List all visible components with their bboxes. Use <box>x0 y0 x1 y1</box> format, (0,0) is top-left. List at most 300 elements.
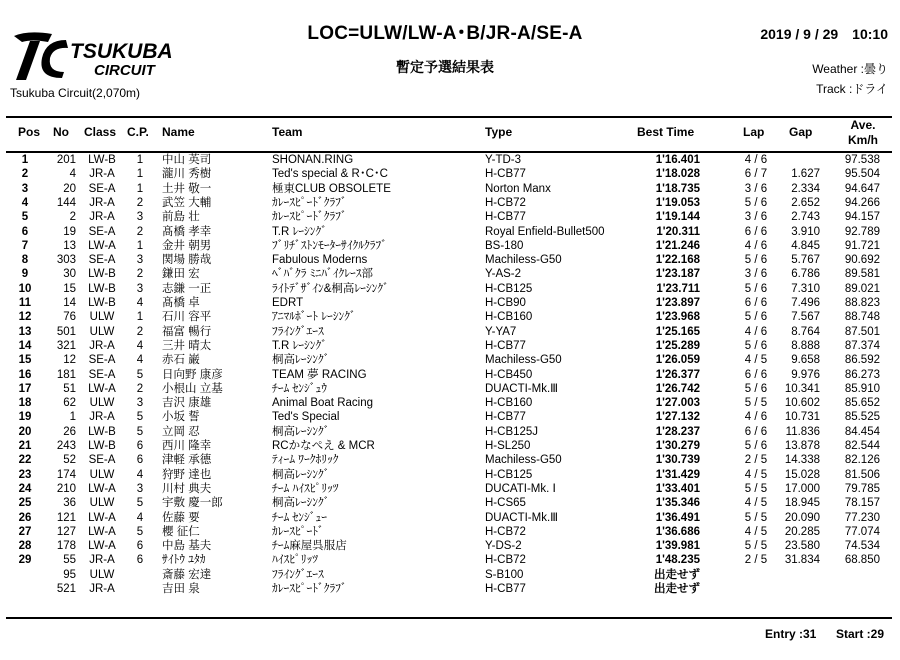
table-row <box>0 553 900 567</box>
cell-class: LW-B <box>88 282 116 295</box>
cell-average-speed: 85.910 <box>844 382 880 395</box>
cell-lap: 3 / 6 <box>744 182 768 195</box>
cell-rider-name: 中山 英司 <box>162 154 212 166</box>
cell-machine-type: H-CB90 <box>485 297 526 309</box>
cell-machine-type: H-CB125 <box>485 282 533 295</box>
cell-machine-type: H-CB77 <box>485 339 526 352</box>
cell-gap: 9.976 <box>791 368 820 381</box>
cell-best-time: 1'36.491 <box>655 511 700 524</box>
table-row <box>0 339 900 353</box>
cell-average-speed: 94.157 <box>844 211 880 224</box>
cell-best-time: 1'23.897 <box>655 297 700 309</box>
cell-machine-type: H-CB77 <box>485 411 526 424</box>
cell-gap: 11.836 <box>785 425 820 438</box>
cell-position: 14 <box>18 339 32 352</box>
cell-lap: 6 / 7 <box>744 168 768 181</box>
cell-best-time: 1'31.429 <box>655 468 700 481</box>
cell-machine-type: Royal Enfield-Bullet500 <box>485 225 605 238</box>
cell-gap: 8.764 <box>791 325 820 338</box>
logo-wordmark-sub: CIRCUIT <box>94 62 155 79</box>
cell-average-speed: 94.266 <box>844 196 880 209</box>
cell-gap: 23.580 <box>784 540 820 553</box>
cell-team: Animal Boat Racing <box>272 397 373 410</box>
cell-class-position: 5 <box>136 497 144 510</box>
cell-team: ｶﾚｰｽﾋﾟｰﾄﾞｸﾗﾌﾞ <box>272 583 347 595</box>
cell-best-time: 1'22.168 <box>655 254 700 267</box>
cell-machine-type: H-CB450 <box>485 368 533 381</box>
cell-best-time: 出走せず <box>654 568 700 581</box>
cell-class: ULW <box>89 311 115 324</box>
cell-team: ｶﾚｰｽﾋﾟｰﾄﾞ <box>272 525 324 538</box>
table-row <box>0 167 900 181</box>
cell-machine-type: H-CB72 <box>485 554 526 567</box>
table-row <box>0 196 900 210</box>
cell-best-time: 1'23.187 <box>655 268 700 281</box>
cell-class: SE-A <box>88 254 116 267</box>
cell-class-position: 2 <box>136 225 144 238</box>
cell-team: ｱﾆﾏﾙﾎﾞｰﾄ ﾚｰｼﾝｸﾞ <box>272 311 356 324</box>
cell-number: 1 <box>69 411 76 424</box>
cell-best-time: 1'25.165 <box>655 325 700 338</box>
cell-average-speed: 85.652 <box>844 397 880 410</box>
cell-lap: 6 / 6 <box>744 297 768 309</box>
cell-best-time: 1'35.346 <box>655 497 700 510</box>
cell-class: JR-A <box>89 554 115 567</box>
cell-rider-name: 石川 容平 <box>162 311 212 324</box>
cell-number: 36 <box>63 497 76 510</box>
cell-rider-name: 前島 壮 <box>162 211 200 224</box>
cell-number: 321 <box>56 339 76 352</box>
date-time: 2019 / 9 / 29 10:10 <box>760 26 888 42</box>
cell-number: 501 <box>56 325 76 338</box>
table-row <box>0 482 900 496</box>
cell-machine-type: H-CB125J <box>485 425 539 438</box>
col-header-average-speed-line1: Ave. <box>850 118 876 132</box>
table-row <box>0 439 900 453</box>
cell-class: LW-A <box>88 525 116 538</box>
cell-best-time: 1'27.003 <box>655 397 700 410</box>
table-row <box>0 210 900 224</box>
cell-number: 30 <box>63 268 76 281</box>
cell-lap: 5 / 6 <box>744 440 768 452</box>
cell-position: 25 <box>18 497 32 510</box>
cell-class: JR-A <box>89 196 115 209</box>
cell-team: 桐高ﾚｰｼﾝｸﾞ <box>272 468 330 481</box>
cell-class: LW-A <box>88 482 116 495</box>
cell-team: RCかなぺえ & MCR <box>272 440 375 452</box>
cell-rider-name: 瀧川 秀樹 <box>162 168 212 181</box>
cell-average-speed: 87.374 <box>844 339 880 352</box>
cell-lap: 4 / 5 <box>744 468 768 481</box>
cell-rider-name: 中島 基夫 <box>162 540 212 553</box>
cell-number: 15 <box>63 282 76 295</box>
table-bottom-rule <box>6 617 892 619</box>
cell-machine-type: S-B100 <box>485 568 524 581</box>
cell-machine-type: Norton Manx <box>485 182 551 195</box>
cell-class: LW-A <box>88 511 116 524</box>
cell-class: LW-B <box>88 297 116 309</box>
cell-number: 13 <box>63 239 76 252</box>
cell-machine-type: Y-DS-2 <box>485 540 522 553</box>
cell-gap: 5.767 <box>791 254 820 267</box>
cell-lap: 5 / 6 <box>744 311 768 324</box>
col-header-gap: Gap <box>789 125 813 139</box>
cell-best-time: 1'16.401 <box>655 154 700 166</box>
col-header-class: Class <box>84 125 117 139</box>
cell-rider-name: 宇敷 慶一郎 <box>162 497 223 510</box>
cell-position: 7 <box>21 239 29 252</box>
cell-number: 76 <box>63 311 76 324</box>
cell-gap: 7.496 <box>791 297 820 309</box>
table-row <box>0 153 900 167</box>
cell-gap: 2.334 <box>791 182 820 195</box>
cell-machine-type: H-CB160 <box>485 311 533 324</box>
cell-position: 22 <box>18 454 32 467</box>
cell-best-time: 1'26.377 <box>655 368 700 381</box>
cell-best-time: 1'19.053 <box>655 196 700 209</box>
cell-lap: 4 / 6 <box>744 411 768 424</box>
cell-class-position: 6 <box>136 440 144 452</box>
cell-best-time: 1'36.686 <box>655 525 700 538</box>
cell-number: 144 <box>56 196 76 209</box>
cell-average-speed: 77.230 <box>844 511 880 524</box>
cell-average-speed: 90.692 <box>844 254 880 267</box>
cell-class-position: 1 <box>136 182 144 195</box>
cell-team: ｶﾚｰｽﾋﾟｰﾄﾞｸﾗﾌﾞ <box>272 211 347 224</box>
cell-lap: 5 / 6 <box>744 254 768 267</box>
cell-class: LW-B <box>88 154 116 166</box>
cell-team: 極東CLUB OBSOLETE <box>272 182 391 195</box>
cell-machine-type: Machiless-G50 <box>485 254 562 267</box>
cell-number: 127 <box>56 525 76 538</box>
cell-rider-name: 津軽 承德 <box>162 454 212 467</box>
cell-number: 95 <box>63 568 76 581</box>
cell-position: 17 <box>18 382 32 395</box>
cell-number: 243 <box>56 440 76 452</box>
cell-lap: 5 / 5 <box>744 397 768 410</box>
cell-best-time: 1'23.711 <box>656 282 700 295</box>
cell-position: 12 <box>18 311 32 324</box>
cell-average-speed: 92.789 <box>844 225 880 238</box>
col-header-name: Name <box>162 125 195 139</box>
cell-position: 28 <box>18 540 32 553</box>
cell-position: 11 <box>18 297 32 309</box>
cell-machine-type: Machiless-G50 <box>485 354 562 367</box>
col-header-no: No <box>53 125 69 139</box>
cell-machine-type: Machiless-G50 <box>485 454 562 467</box>
cell-average-speed: 77.074 <box>844 525 880 538</box>
cell-position: 20 <box>18 425 32 438</box>
cell-rider-name: 土井 敬一 <box>162 182 212 195</box>
cell-machine-type: H-CB77 <box>485 583 526 595</box>
cell-lap: 4 / 5 <box>744 497 768 510</box>
cell-number: 55 <box>63 554 76 567</box>
cell-class-position: 2 <box>136 196 144 209</box>
cell-team: ﾍﾞﾊﾞｸﾗ ﾐﾆﾊﾞｲｸﾚｰｽ部 <box>272 268 373 281</box>
cell-position: 23 <box>18 468 32 481</box>
cell-class: SE-A <box>88 454 116 467</box>
cell-average-speed: 68.850 <box>844 554 880 567</box>
cell-team: ﾁｰﾑ ﾊｲｽﾋﾟﾘｯﾂ <box>272 482 339 495</box>
cell-gap: 10.731 <box>784 411 820 424</box>
cell-number: 14 <box>63 297 76 309</box>
cell-machine-type: H-CS65 <box>485 497 526 510</box>
cell-rider-name: 髙橋 孝幸 <box>162 225 212 238</box>
col-header-best-time: Best Time <box>637 125 695 139</box>
table-row <box>0 396 900 410</box>
cell-best-time: 1'20.311 <box>656 225 700 238</box>
table-row <box>0 267 900 281</box>
cell-best-time: 1'28.237 <box>655 425 700 438</box>
cell-class: JR-A <box>89 339 115 352</box>
cell-position: 27 <box>18 525 32 538</box>
cell-average-speed: 94.647 <box>844 182 880 195</box>
cell-class-position: 1 <box>136 311 144 324</box>
cell-machine-type: Y-YA7 <box>485 325 517 338</box>
cell-best-time: 1'27.132 <box>655 411 700 424</box>
cell-class-position: 3 <box>136 482 144 495</box>
cell-best-time: 1'26.059 <box>655 354 700 367</box>
cell-class: SE-A <box>88 225 116 238</box>
start-count: Start :29 <box>836 627 885 641</box>
cell-machine-type: Y-TD-3 <box>485 154 521 166</box>
cell-class-position: 3 <box>136 211 144 224</box>
cell-best-time: 1'48.235 <box>655 554 700 567</box>
cell-lap: 2 / 5 <box>744 554 768 567</box>
col-header-pos: Pos <box>18 125 41 139</box>
cell-average-speed: 95.504 <box>844 168 880 181</box>
cell-number: 2 <box>69 211 76 224</box>
cell-best-time: 1'18.735 <box>655 182 700 195</box>
table-row <box>0 525 900 539</box>
cell-team: Ted's Special <box>272 411 340 424</box>
cell-class-position: 4 <box>136 511 144 524</box>
cell-number: 12 <box>63 354 76 367</box>
cell-machine-type: H-CB77 <box>485 168 526 181</box>
cell-best-time: 1'23.968 <box>655 311 700 324</box>
cell-lap: 4 / 5 <box>744 354 768 367</box>
cell-best-time: 1'39.981 <box>655 540 700 553</box>
cell-class-position: 4 <box>136 468 144 481</box>
table-row <box>0 453 900 467</box>
table-row <box>0 511 900 525</box>
col-header-cp: C.P. <box>127 125 149 139</box>
cell-team: ﾁｰﾑ ｾﾝｼﾞｭｰ <box>272 511 327 524</box>
table-row <box>0 410 900 424</box>
cell-average-speed: 79.785 <box>844 482 880 495</box>
table-row <box>0 296 900 310</box>
cell-number: 52 <box>63 454 76 467</box>
cell-class: SE-A <box>88 182 116 195</box>
cell-gap: 7.310 <box>791 282 820 295</box>
cell-machine-type: DUACTI-Mk.Ⅲ <box>485 511 559 524</box>
col-header-lap: Lap <box>743 125 765 139</box>
cell-rider-name: 西川 隆幸 <box>162 440 212 452</box>
cell-number: 51 <box>63 382 76 395</box>
cell-machine-type: H-CB160 <box>485 397 533 410</box>
cell-class-position: 2 <box>136 268 144 281</box>
cell-team: ﾌﾞﾘﾁﾞｽﾄﾝﾓｰﾀｰｻｲｸﾙｸﾗﾌﾞ <box>272 239 387 252</box>
cell-class-position: 1 <box>136 239 144 252</box>
cell-number: 174 <box>56 468 76 481</box>
cell-position: 26 <box>18 511 32 524</box>
cell-number: 303 <box>56 254 76 267</box>
venue-label: Tsukuba Circuit(2,070m) <box>10 86 141 100</box>
cell-machine-type: H-CB72 <box>485 196 526 209</box>
cell-gap: 18.945 <box>784 497 820 510</box>
cell-lap: 3 / 6 <box>744 211 768 224</box>
cell-team: ﾌﾗｲﾝｸﾞｴｰｽ <box>272 568 324 581</box>
cell-gap: 10.341 <box>784 382 820 395</box>
cell-average-speed: 91.721 <box>844 239 880 252</box>
cell-rider-name: 吉田 泉 <box>162 583 200 595</box>
cell-average-speed: 89.581 <box>844 268 880 281</box>
cell-class: LW-A <box>88 382 116 395</box>
cell-rider-name: 鎌田 宏 <box>162 268 200 281</box>
table-row <box>0 353 900 367</box>
table-row <box>0 253 900 267</box>
table-row <box>0 310 900 324</box>
cell-class-position: 2 <box>136 325 144 338</box>
cell-rider-name: 斎藤 宏達 <box>162 568 212 581</box>
cell-number: 62 <box>63 397 76 410</box>
cell-team: T.R ﾚｰｼﾝｸﾞ <box>272 225 327 238</box>
cell-gap: 2.652 <box>791 196 820 209</box>
cell-class-position: 6 <box>136 554 144 567</box>
cell-machine-type: BS-180 <box>485 239 524 252</box>
table-row <box>0 182 900 196</box>
cell-lap: 6 / 6 <box>744 425 768 438</box>
cell-class: LW-B <box>88 440 116 452</box>
cell-gap: 20.285 <box>784 525 820 538</box>
cell-number: 201 <box>56 154 76 166</box>
cell-best-time: 1'19.144 <box>655 211 700 224</box>
cell-rider-name: 小坂 誓 <box>162 411 200 424</box>
table-row <box>0 425 900 439</box>
table-row <box>0 325 900 339</box>
cell-machine-type: H-CB72 <box>485 525 526 538</box>
cell-class-position: 4 <box>136 297 144 309</box>
cell-class-position: 3 <box>136 254 144 267</box>
cell-gap: 7.567 <box>791 311 820 324</box>
cell-rider-name: 関場 勝哉 <box>162 254 212 267</box>
cell-position: 8 <box>21 254 29 267</box>
logo-wordmark-main: TSUKUBA <box>70 40 173 63</box>
entry-count: Entry :31 <box>765 627 817 641</box>
cell-class: ULW <box>89 497 115 510</box>
cell-number: 181 <box>56 368 76 381</box>
cell-class: ULW <box>89 468 115 481</box>
cell-rider-name: 髙橋 卓 <box>162 297 200 309</box>
cell-rider-name: 武笠 大輔 <box>162 196 212 209</box>
table-row <box>0 368 900 382</box>
cell-average-speed: 74.534 <box>844 540 880 553</box>
cell-number: 178 <box>56 540 76 553</box>
cell-class: SE-A <box>88 368 116 381</box>
cell-class-position: 5 <box>136 411 144 424</box>
cell-class-position: 2 <box>136 382 144 395</box>
col-header-type: Type <box>485 125 513 139</box>
cell-class-position: 4 <box>136 339 144 352</box>
table-row <box>0 225 900 239</box>
cell-position: 19 <box>18 411 32 424</box>
cell-gap: 15.028 <box>784 468 820 481</box>
cell-position: 13 <box>18 325 32 338</box>
cell-gap: 10.602 <box>784 397 820 410</box>
cell-position: 4 <box>21 196 29 209</box>
cell-team: SHONAN.RING <box>272 154 354 166</box>
document-title: LOC=ULW/LW-A･B/JR-A/SE-A <box>307 23 583 44</box>
cell-rider-name: 福富 暢行 <box>162 325 212 338</box>
cell-average-speed: 88.748 <box>844 311 880 324</box>
cell-team: ﾁｰﾑ ｾﾝｼﾞｭｳ <box>272 382 327 395</box>
cell-average-speed: 89.021 <box>844 282 880 295</box>
cell-lap: 6 / 6 <box>744 225 768 238</box>
cell-class: LW-B <box>88 425 116 438</box>
table-row <box>0 568 900 582</box>
col-header-team: Team <box>272 125 303 139</box>
cell-position: 21 <box>18 440 32 452</box>
cell-team: ﾊｲｽﾋﾟﾘｯﾂ <box>272 554 318 567</box>
cell-class-position: 4 <box>136 354 144 367</box>
cell-class: SE-A <box>88 354 116 367</box>
cell-average-speed: 84.454 <box>844 425 880 438</box>
cell-lap: 4 / 6 <box>744 154 768 166</box>
cell-lap: 3 / 6 <box>744 268 768 281</box>
document-subtitle: 暫定予選結果表 <box>396 59 494 75</box>
cell-gap: 9.658 <box>791 354 820 367</box>
cell-position: 1 <box>21 154 29 166</box>
cell-class-position: 5 <box>136 368 144 381</box>
cell-position: 9 <box>21 268 29 281</box>
cell-gap: 20.090 <box>784 511 820 524</box>
cell-gap: 2.743 <box>791 211 820 224</box>
cell-rider-name: 赤石 巌 <box>162 354 200 367</box>
table-row <box>0 582 900 596</box>
cell-average-speed: 82.126 <box>844 454 880 467</box>
cell-position: 5 <box>21 211 29 224</box>
cell-lap: 4 / 5 <box>744 525 768 538</box>
cell-gap: 14.338 <box>784 454 820 467</box>
cell-number: 26 <box>63 425 76 438</box>
cell-average-speed: 81.506 <box>844 468 880 481</box>
cell-best-time: 1'30.279 <box>655 440 700 452</box>
cell-gap: 6.786 <box>791 268 820 281</box>
cell-lap: 2 / 5 <box>744 454 768 467</box>
cell-lap: 5 / 6 <box>744 282 768 295</box>
cell-position: 16 <box>18 368 32 381</box>
cell-machine-type: Y-AS-2 <box>485 268 522 281</box>
cell-number: 20 <box>63 182 76 195</box>
cell-lap: 5 / 6 <box>744 339 768 352</box>
col-header-average-speed <box>836 118 890 148</box>
cell-best-time: 1'33.401 <box>655 482 700 495</box>
cell-number: 121 <box>56 511 76 524</box>
cell-rider-name: 金井 朝男 <box>162 239 212 252</box>
cell-lap: 5 / 5 <box>744 511 768 524</box>
cell-machine-type: H-CB125 <box>485 468 533 481</box>
cell-class: JR-A <box>89 411 115 424</box>
cell-position: 3 <box>21 182 29 195</box>
cell-rider-name: 川村 典夫 <box>162 482 212 495</box>
cell-average-speed: 87.501 <box>844 325 880 338</box>
cell-class-position: 5 <box>136 525 144 538</box>
cell-rider-name: 立岡 忍 <box>162 425 200 438</box>
tc-emblem-icon <box>14 32 68 80</box>
cell-team: ﾁｰﾑ麻屋呉服店 <box>272 540 347 553</box>
cell-team: 桐高ﾚｰｼﾝｸﾞ <box>272 354 330 367</box>
cell-gap: 13.878 <box>784 440 820 452</box>
